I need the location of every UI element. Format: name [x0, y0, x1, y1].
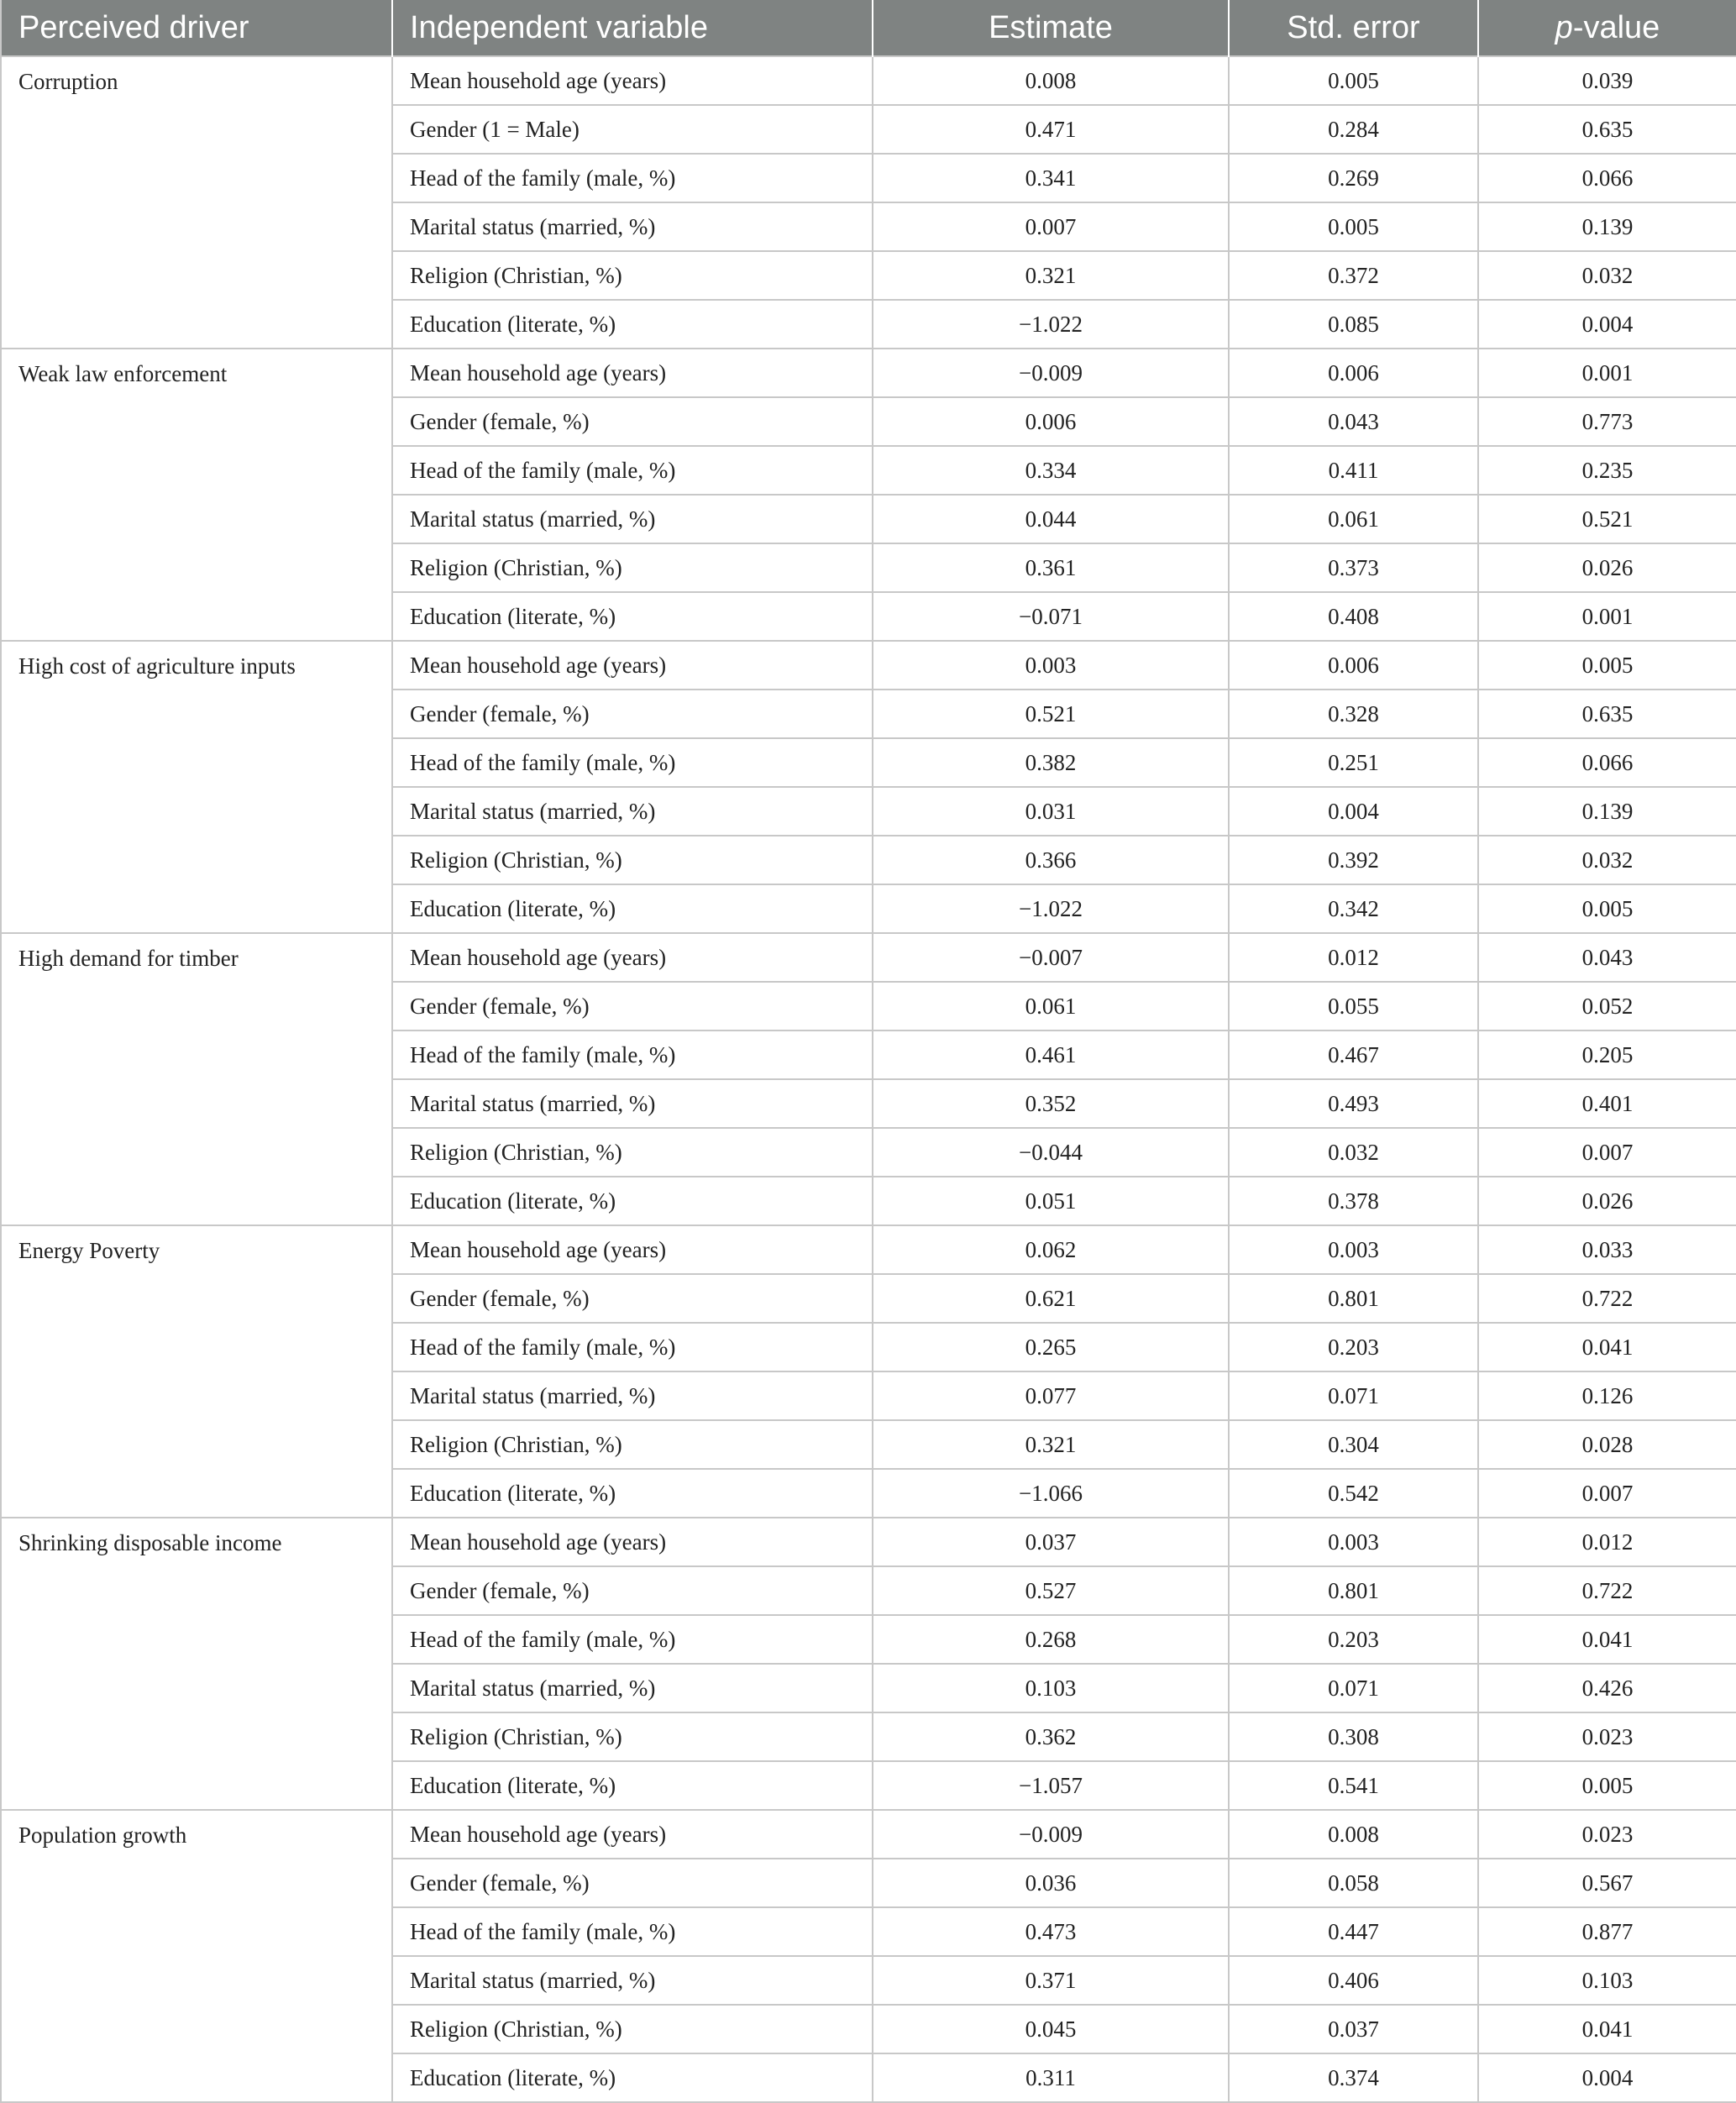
std-error-cell: 0.203 — [1229, 1615, 1478, 1664]
std-error-cell: 0.012 — [1229, 933, 1478, 982]
perceived-driver-cell: Shrinking disposable income — [1, 1518, 392, 1810]
independent-variable-cell: Gender (female, %) — [392, 690, 873, 738]
estimate-cell: −0.071 — [873, 592, 1229, 641]
estimate-cell: 0.334 — [873, 446, 1229, 495]
independent-variable-cell: Head of the family (male, %) — [392, 1031, 873, 1079]
std-error-cell: 0.032 — [1229, 1128, 1478, 1177]
estimate-cell: 0.471 — [873, 105, 1229, 154]
estimate-cell: 0.382 — [873, 738, 1229, 787]
std-error-cell: 0.801 — [1229, 1274, 1478, 1323]
std-error-cell: 0.447 — [1229, 1907, 1478, 1956]
estimate-cell: 0.461 — [873, 1031, 1229, 1079]
independent-variable-cell: Education (literate, %) — [392, 2053, 873, 2102]
std-error-cell: 0.328 — [1229, 690, 1478, 738]
independent-variable-cell: Education (literate, %) — [392, 884, 873, 933]
estimate-cell: 0.007 — [873, 202, 1229, 251]
estimate-cell: 0.036 — [873, 1859, 1229, 1907]
header-independent-variable: Independent variable — [392, 0, 873, 56]
std-error-cell: 0.055 — [1229, 982, 1478, 1031]
std-error-cell: 0.085 — [1229, 300, 1478, 349]
table-body — [1, 56, 1736, 2102]
independent-variable-cell: Marital status (married, %) — [392, 1956, 873, 2005]
estimate-cell: 0.527 — [873, 1566, 1229, 1615]
std-error-cell: 0.411 — [1229, 446, 1478, 495]
estimate-cell: 0.265 — [873, 1323, 1229, 1371]
p-value-cell: 0.005 — [1478, 884, 1736, 933]
p-value-cell: 0.032 — [1478, 251, 1736, 300]
estimate-cell: 0.062 — [873, 1225, 1229, 1274]
std-error-cell: 0.006 — [1229, 349, 1478, 397]
p-value-cell: 0.005 — [1478, 1761, 1736, 1810]
table-row — [1, 349, 1736, 397]
estimate-cell: 0.341 — [873, 154, 1229, 202]
estimate-cell: 0.031 — [873, 787, 1229, 836]
independent-variable-cell: Religion (Christian, %) — [392, 251, 873, 300]
estimate-cell: 0.311 — [873, 2053, 1229, 2102]
std-error-cell: 0.061 — [1229, 495, 1478, 543]
estimate-cell: −0.044 — [873, 1128, 1229, 1177]
p-value-cell: 0.007 — [1478, 1469, 1736, 1518]
independent-variable-cell: Religion (Christian, %) — [392, 2005, 873, 2053]
independent-variable-cell: Marital status (married, %) — [392, 202, 873, 251]
std-error-cell: 0.493 — [1229, 1079, 1478, 1128]
independent-variable-cell: Religion (Christian, %) — [392, 1128, 873, 1177]
estimate-cell: 0.621 — [873, 1274, 1229, 1323]
estimate-cell: 0.037 — [873, 1518, 1229, 1566]
estimate-cell: 0.521 — [873, 690, 1229, 738]
estimate-cell: −0.007 — [873, 933, 1229, 982]
table-row — [1, 1225, 1736, 1274]
independent-variable-cell: Education (literate, %) — [392, 300, 873, 349]
std-error-cell: 0.284 — [1229, 105, 1478, 154]
independent-variable-cell: Head of the family (male, %) — [392, 446, 873, 495]
estimate-cell: 0.352 — [873, 1079, 1229, 1128]
estimate-cell: −1.022 — [873, 300, 1229, 349]
estimate-cell: 0.268 — [873, 1615, 1229, 1664]
header-p-value-suffix: -value — [1572, 9, 1660, 45]
std-error-cell: 0.004 — [1229, 787, 1478, 836]
table-row — [1, 1810, 1736, 1859]
independent-variable-cell: Mean household age (years) — [392, 1225, 873, 1274]
independent-variable-cell: Mean household age (years) — [392, 1518, 873, 1566]
independent-variable-cell: Gender (female, %) — [392, 1859, 873, 1907]
perceived-driver-cell: Weak law enforcement — [1, 349, 392, 641]
independent-variable-cell: Education (literate, %) — [392, 592, 873, 641]
perceived-driver-cell: High demand for timber — [1, 933, 392, 1225]
estimate-cell: 0.045 — [873, 2005, 1229, 2053]
std-error-cell: 0.378 — [1229, 1177, 1478, 1225]
std-error-cell: 0.043 — [1229, 397, 1478, 446]
independent-variable-cell: Education (literate, %) — [392, 1469, 873, 1518]
header-row — [1, 0, 1736, 56]
independent-variable-cell: Gender (female, %) — [392, 982, 873, 1031]
independent-variable-cell: Head of the family (male, %) — [392, 738, 873, 787]
std-error-cell: 0.037 — [1229, 2005, 1478, 2053]
estimate-cell: 0.077 — [873, 1371, 1229, 1420]
estimate-cell: 0.362 — [873, 1712, 1229, 1761]
header-p-value-italic: p — [1555, 9, 1573, 45]
estimate-cell: 0.061 — [873, 982, 1229, 1031]
perceived-driver-cell: High cost of agriculture inputs — [1, 641, 392, 933]
p-value-cell: 0.041 — [1478, 1323, 1736, 1371]
independent-variable-cell: Education (literate, %) — [392, 1177, 873, 1225]
p-value-cell: 0.004 — [1478, 300, 1736, 349]
estimate-cell: 0.366 — [873, 836, 1229, 884]
estimate-cell: 0.371 — [873, 1956, 1229, 2005]
independent-variable-cell: Head of the family (male, %) — [392, 1615, 873, 1664]
std-error-cell: 0.005 — [1229, 56, 1478, 105]
table-row — [1, 933, 1736, 982]
std-error-cell: 0.058 — [1229, 1859, 1478, 1907]
header-std-error: Std. error — [1229, 0, 1478, 56]
independent-variable-cell: Marital status (married, %) — [392, 495, 873, 543]
independent-variable-cell: Marital status (married, %) — [392, 1664, 873, 1712]
independent-variable-cell: Gender (female, %) — [392, 1274, 873, 1323]
std-error-cell: 0.372 — [1229, 251, 1478, 300]
independent-variable-cell: Head of the family (male, %) — [392, 154, 873, 202]
p-value-cell: 0.007 — [1478, 1128, 1736, 1177]
independent-variable-cell: Marital status (married, %) — [392, 1371, 873, 1420]
p-value-cell: 0.877 — [1478, 1907, 1736, 1956]
perceived-driver-cell: Energy Poverty — [1, 1225, 392, 1518]
p-value-cell: 0.066 — [1478, 738, 1736, 787]
p-value-cell: 0.028 — [1478, 1420, 1736, 1469]
std-error-cell: 0.005 — [1229, 202, 1478, 251]
independent-variable-cell: Religion (Christian, %) — [392, 1420, 873, 1469]
header-p-value — [1478, 0, 1736, 56]
p-value-cell: 0.023 — [1478, 1810, 1736, 1859]
table-header — [1, 0, 1736, 56]
std-error-cell: 0.467 — [1229, 1031, 1478, 1079]
header-estimate: Estimate — [873, 0, 1229, 56]
p-value-cell: 0.773 — [1478, 397, 1736, 446]
p-value-cell: 0.026 — [1478, 543, 1736, 592]
perceived-driver-cell: Population growth — [1, 1810, 392, 2102]
p-value-cell: 0.722 — [1478, 1274, 1736, 1323]
independent-variable-cell: Education (literate, %) — [392, 1761, 873, 1810]
table-row — [1, 641, 1736, 690]
independent-variable-cell: Religion (Christian, %) — [392, 836, 873, 884]
independent-variable-cell: Marital status (married, %) — [392, 787, 873, 836]
estimate-cell: 0.321 — [873, 251, 1229, 300]
p-value-cell: 0.139 — [1478, 787, 1736, 836]
independent-variable-cell: Gender (female, %) — [392, 1566, 873, 1615]
p-value-cell: 0.004 — [1478, 2053, 1736, 2102]
independent-variable-cell: Gender (1 = Male) — [392, 105, 873, 154]
std-error-cell: 0.203 — [1229, 1323, 1478, 1371]
std-error-cell: 0.071 — [1229, 1371, 1478, 1420]
std-error-cell: 0.542 — [1229, 1469, 1478, 1518]
std-error-cell: 0.251 — [1229, 738, 1478, 787]
p-value-cell: 0.041 — [1478, 2005, 1736, 2053]
table-row — [1, 56, 1736, 105]
p-value-cell: 0.139 — [1478, 202, 1736, 251]
p-value-cell: 0.205 — [1478, 1031, 1736, 1079]
independent-variable-cell: Head of the family (male, %) — [392, 1907, 873, 1956]
p-value-cell: 0.722 — [1478, 1566, 1736, 1615]
independent-variable-cell: Head of the family (male, %) — [392, 1323, 873, 1371]
independent-variable-cell: Religion (Christian, %) — [392, 1712, 873, 1761]
independent-variable-cell: Mean household age (years) — [392, 56, 873, 105]
perceived-driver-cell: Corruption — [1, 56, 392, 349]
independent-variable-cell: Marital status (married, %) — [392, 1079, 873, 1128]
p-value-cell: 0.026 — [1478, 1177, 1736, 1225]
p-value-cell: 0.032 — [1478, 836, 1736, 884]
std-error-cell: 0.406 — [1229, 1956, 1478, 2005]
table-row — [1, 1518, 1736, 1566]
estimate-cell: 0.003 — [873, 641, 1229, 690]
p-value-cell: 0.567 — [1478, 1859, 1736, 1907]
std-error-cell: 0.269 — [1229, 154, 1478, 202]
p-value-cell: 0.066 — [1478, 154, 1736, 202]
independent-variable-cell: Mean household age (years) — [392, 1810, 873, 1859]
estimate-cell: 0.321 — [873, 1420, 1229, 1469]
p-value-cell: 0.635 — [1478, 690, 1736, 738]
p-value-cell: 0.001 — [1478, 592, 1736, 641]
estimate-cell: −1.066 — [873, 1469, 1229, 1518]
header-perceived-driver: Perceived driver — [1, 0, 392, 56]
p-value-cell: 0.235 — [1478, 446, 1736, 495]
std-error-cell: 0.373 — [1229, 543, 1478, 592]
estimate-cell: −0.009 — [873, 1810, 1229, 1859]
p-value-cell: 0.052 — [1478, 982, 1736, 1031]
std-error-cell: 0.342 — [1229, 884, 1478, 933]
std-error-cell: 0.003 — [1229, 1518, 1478, 1566]
std-error-cell: 0.006 — [1229, 641, 1478, 690]
p-value-cell: 0.033 — [1478, 1225, 1736, 1274]
std-error-cell: 0.541 — [1229, 1761, 1478, 1810]
std-error-cell: 0.374 — [1229, 2053, 1478, 2102]
p-value-cell: 0.041 — [1478, 1615, 1736, 1664]
std-error-cell: 0.304 — [1229, 1420, 1478, 1469]
std-error-cell: 0.008 — [1229, 1810, 1478, 1859]
independent-variable-cell: Gender (female, %) — [392, 397, 873, 446]
estimate-cell: −1.057 — [873, 1761, 1229, 1810]
std-error-cell: 0.392 — [1229, 836, 1478, 884]
std-error-cell: 0.003 — [1229, 1225, 1478, 1274]
p-value-cell: 0.043 — [1478, 933, 1736, 982]
independent-variable-cell: Mean household age (years) — [392, 641, 873, 690]
p-value-cell: 0.103 — [1478, 1956, 1736, 2005]
std-error-cell: 0.801 — [1229, 1566, 1478, 1615]
estimate-cell: 0.361 — [873, 543, 1229, 592]
std-error-cell: 0.408 — [1229, 592, 1478, 641]
std-error-cell: 0.308 — [1229, 1712, 1478, 1761]
estimate-cell: 0.008 — [873, 56, 1229, 105]
estimate-cell: −0.009 — [873, 349, 1229, 397]
p-value-cell: 0.126 — [1478, 1371, 1736, 1420]
independent-variable-cell: Mean household age (years) — [392, 933, 873, 982]
independent-variable-cell: Mean household age (years) — [392, 349, 873, 397]
std-error-cell: 0.071 — [1229, 1664, 1478, 1712]
estimate-cell: 0.006 — [873, 397, 1229, 446]
p-value-cell: 0.426 — [1478, 1664, 1736, 1712]
p-value-cell: 0.005 — [1478, 641, 1736, 690]
estimate-cell: 0.051 — [873, 1177, 1229, 1225]
p-value-cell: 0.635 — [1478, 105, 1736, 154]
p-value-cell: 0.521 — [1478, 495, 1736, 543]
estimate-cell: 0.473 — [873, 1907, 1229, 1956]
estimate-cell: 0.044 — [873, 495, 1229, 543]
estimate-cell: −1.022 — [873, 884, 1229, 933]
p-value-cell: 0.039 — [1478, 56, 1736, 105]
estimate-cell: 0.103 — [873, 1664, 1229, 1712]
p-value-cell: 0.023 — [1478, 1712, 1736, 1761]
p-value-cell: 0.401 — [1478, 1079, 1736, 1128]
p-value-cell: 0.001 — [1478, 349, 1736, 397]
independent-variable-cell: Religion (Christian, %) — [392, 543, 873, 592]
p-value-cell: 0.012 — [1478, 1518, 1736, 1566]
